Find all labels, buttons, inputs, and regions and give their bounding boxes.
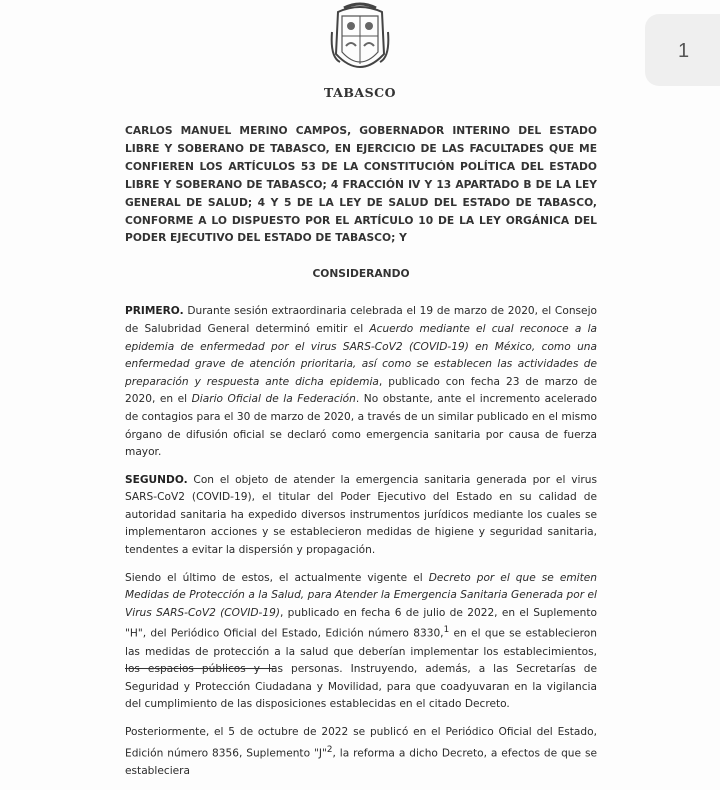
preamble: CARLOS MANUEL MERINO CAMPOS, GOBERNADOR INTERINO DEL ESTADO LIBRE Y SOBERANO DE TABASCO, EN EJERCICIO DE LAS FACULTADES QUE ME CONFIEREN LOS ARTÍCULOS 53 DE LA CONSTITUCIÓN POLÍTICA DEL ESTADO LIBRE Y SOBERANO DE TABASCO; 4 FRACCIÓN IV Y 13 APARTADO B DE LA LEY GENERAL DE SALUD; 4 Y 5 DE LA LEY DE SALUD DEL ESTADO DE TABASCO, CONFORME A LO DISPUESTO POR EL ARTÍCULO 10 DE LA LEY ORGÁNICA DEL PODER EJECUTIVO DEL ESTADO DE TABASCO; Y xyxy=(125,124,597,245)
state-coat-of-arms-logo xyxy=(322,2,398,100)
paragraph-siendo xyxy=(125,570,597,714)
footnote-divider xyxy=(125,668,275,669)
paragraph-lead: SEGUNDO. xyxy=(125,473,188,486)
text: , la reforma a dicho Decreto, a efectos de que se estableciera xyxy=(125,747,597,777)
footnote-ref[interactable]: 2 xyxy=(326,744,333,755)
page-number-badge xyxy=(645,14,720,86)
shield-emblem-icon xyxy=(330,2,390,82)
text: , publicado en fecha 6 de julio de 2022, en el Suplemento "H", del Periódico Oficial del Estado, Edición número 8330, xyxy=(125,606,598,640)
text: , publicado con fecha 23 de marzo de 2020, en el xyxy=(125,375,597,406)
text: Durante sesión extraordinaria celebrada el 19 de marzo de 2020, el Consejo de Salubridad General determinó emitir el xyxy=(125,305,597,335)
text: en el que se establecieron las medidas de protección a la salud que deberían implementar los establecimientos, los espacios públicos y las personas. Instruyendo, además, a las Secretarías de Seguridad y Protección Ciudadana y Movilidad, para que coadyuvaran en la vigilancia del cumplimiento de las disposiciones establecidas en el citado Decreto. xyxy=(125,627,598,711)
logo-text: TABASCO xyxy=(324,85,396,100)
footnote-ref[interactable]: 1 xyxy=(443,625,450,636)
italic-title: Acuerdo mediante el cual reconoce a la epidemia de enfermedad por el virus SARS-CoV2 (COVID-19) en México, como una enfermedad grave de atención prioritaria, así como se establecen las actividades de preparación y respuesta ante dicha epidemia xyxy=(125,322,597,388)
paragraph-posteriormente xyxy=(125,724,597,780)
paragraph-lead: PRIMERO. xyxy=(125,305,184,318)
italic-title: Decreto por el que se emiten Medidas de Protección a la Salud, para Atender la Emergencia Sanitaria Generada por el Virus SARS-CoV2 (COVID-19) xyxy=(125,571,597,619)
italic-title: Diario Oficial de la Federación xyxy=(191,393,356,406)
paragraph-segundo xyxy=(125,472,597,560)
text: Posteriormente, el 5 de octubre de 2022 se publicó en el Periódico Oficial del Estado, Edición número 8356, Suplemento "J" xyxy=(125,725,597,760)
document-body xyxy=(125,122,597,790)
text: . No obstante, ante el incremento acelerado de contagios para el 30 de marzo de 2020, a través de un similar publicado en el mismo órgano de difusión oficial se declaró como emergencia sanitaria por causa de fuerza mayor. xyxy=(125,393,597,459)
page-number: 1 xyxy=(678,40,690,62)
section-heading: CONSIDERANDO xyxy=(312,267,410,281)
paragraph-primero xyxy=(125,303,597,461)
text: Siendo el último de estos, el actualmente vigente el xyxy=(125,571,429,584)
text: Con el objeto de atender la emergencia sanitaria generada por el virus SARS-CoV2 (COVID-19), el titular del Poder Ejecutivo del Estado en su calidad de autoridad sanitaria ha expedido diversos instrumentos jurídicos mediante los cuales se implementaron acciones y se establecieron medidas de higiene y seguridad sanitaria, tendentes a evitar la dispersión y propagación. xyxy=(125,473,597,557)
